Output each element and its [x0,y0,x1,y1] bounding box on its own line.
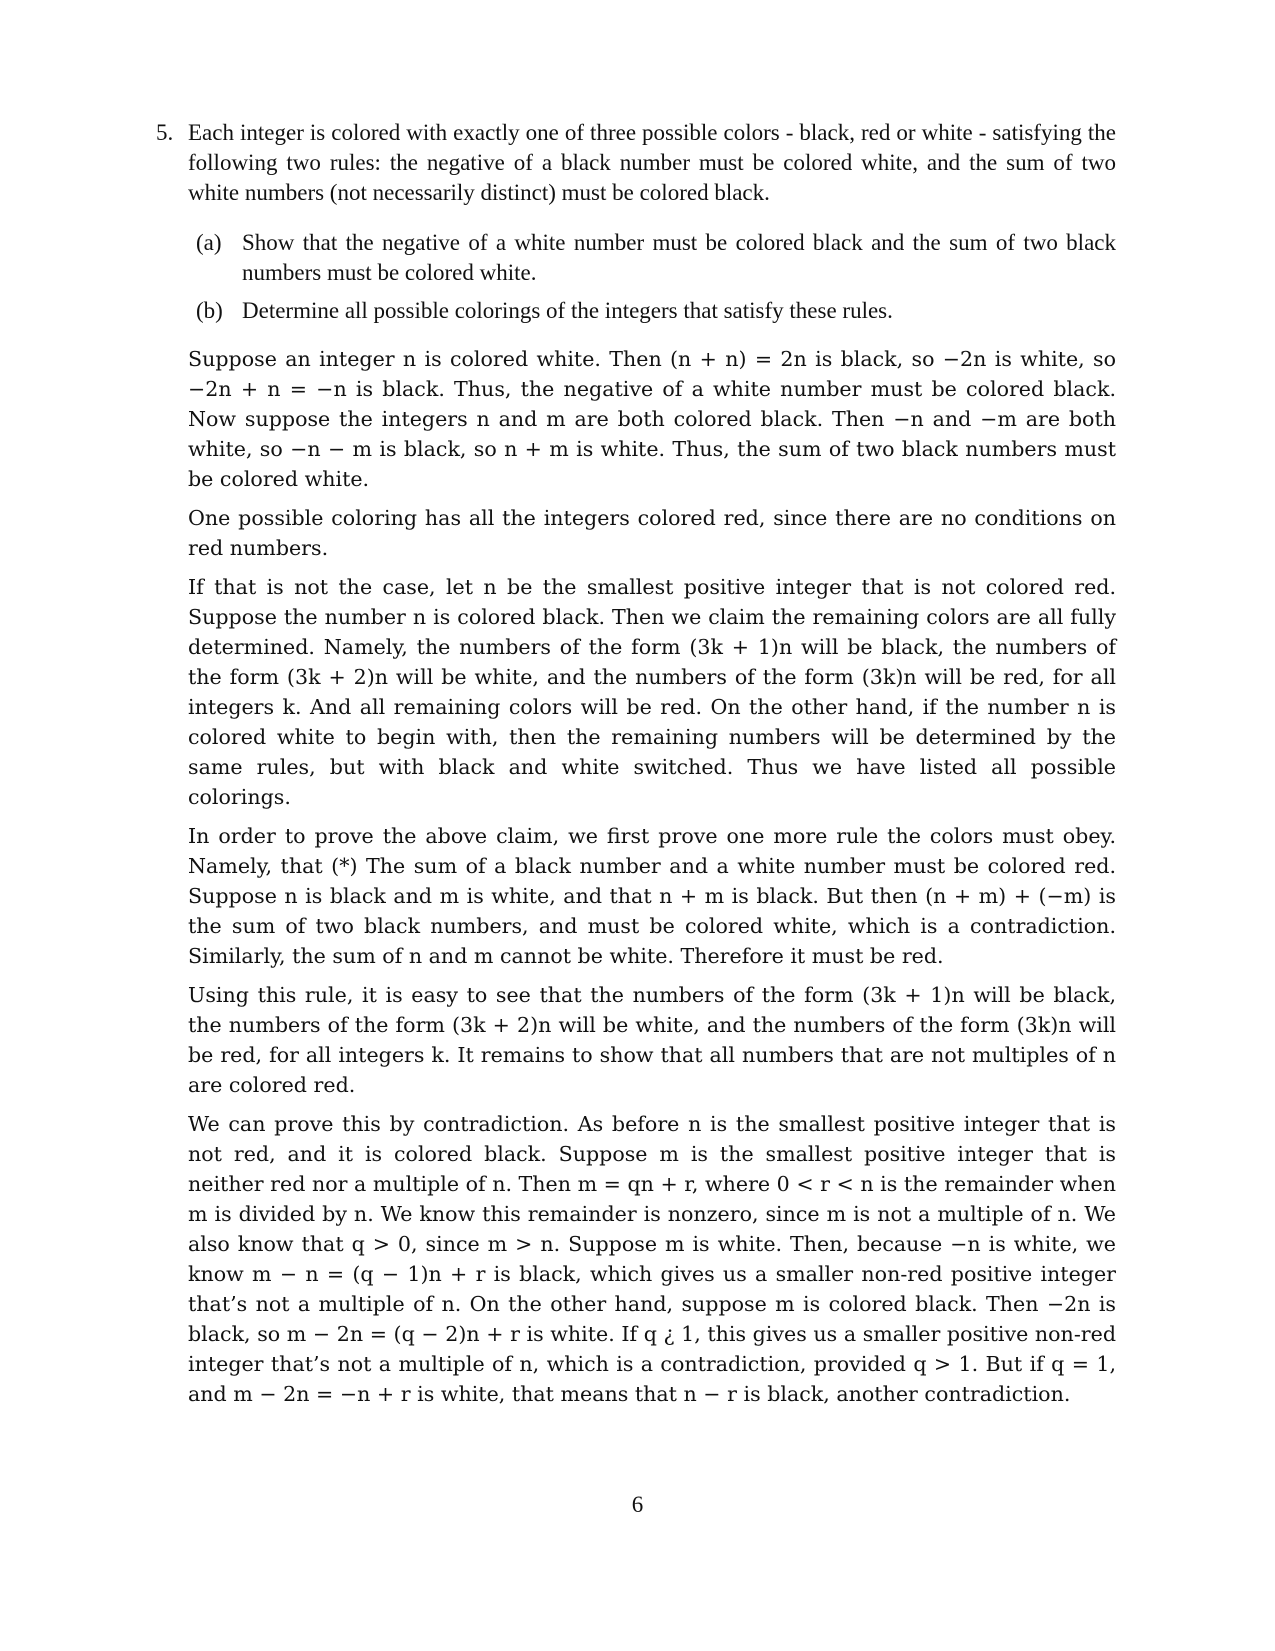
solution-paragraph: If that is not the case, let n be the smallest positive integer that is not colored red. Suppose the number n is colored black. Then we claim the remaining colors are all fully determined. Namely, the numbers of the form (3k + 1)n will be black, the numbers of the form (3k + 2)n will be white, and the numbers of the form (3k)n will be red, for all integers k. And all remaining colors will be red. On the other hand, if the number n is colored white to begin with, then the remaining numbers will be determined by the same rules, but with black and white switched. Thus we have listed all possible colorings. [188,575,1116,809]
solution [188,344,1116,1418]
solution-paragraph: Suppose an integer n is colored white. Then (n + n) = 2n is black, so −2n is white, so −2n + n = −n is black. Thus, the negative of a white number must be colored black. Now suppose the integers n and m are both colored black. Then −n and −m are both white, so −n − m is black, so n + m is white. Thus, the sum of two black numbers must be colored white. [188,347,1116,491]
solution-paragraph: We can prove this by contradiction. As before n is the smallest positive integer that is not red, and it is colored black. Suppose m is the smallest positive integer that is neither red nor a multiple of n. Then m = qn + r, where 0 < r < n is the remainder when m is divided by n. We know this remainder is nonzero, since m is not a multiple of n. We also know that q > 0, since m > n. Suppose m is white. Then, because −n is white, we know m − n = (q − 1)n + r is black, which gives us a smaller non-red positive integer that’s not a multiple of n. On the other hand, suppose m is colored black. Then −2n is black, so m − 2n = (q − 2)n + r is white. If q ¿ 1, this gives us a smaller positive non-red integer that’s not a multiple of n, which is a contradiction, provided q > 1. But if q = 1, and m − 2n = −n + r is white, that means that n − r is black, another contradiction. [188,1112,1116,1406]
part-b-label: (b) [196,298,223,323]
part-a-text: Show that the negative of a white number must be colored black and the sum of two black numbers must be colored white. [242,230,1116,285]
solution-paragraph: One possible coloring has all the integers colored red, since there are no conditions on red numbers. [188,506,1116,560]
part-a [196,228,1116,288]
part-b-text: Determine all possible colorings of the integers that satisfy these rules. [242,298,893,323]
part-a-label: (a) [196,230,222,255]
problem-parts [196,228,1116,334]
solution-paragraph: In order to prove the above claim, we first prove one more rule the colors must obey. Namely, that (*) The sum of a black number and a white number must be colored red. Suppose n is black and m is white, and that n + m is black. But then (n + m) + (−m) is the sum of two black numbers, and must be colored white, which is a contradiction. Similarly, the sum of n and m cannot be white. Therefore it must be red. [188,824,1116,968]
problem-5 [156,118,1116,208]
problem-statement: Each integer is colored with exactly one of three possible colors - black, red or white - satisfying the following two rules: the negative of a black number must be colored white, and the sum of two white numbers (not necessarily distinct) must be colored black. [188,120,1116,205]
page-number: 6 [631,1492,644,1517]
problem-number: 5. [156,120,174,145]
solution-paragraph: Using this rule, it is easy to see that the numbers of the form (3k + 1)n will be black, the numbers of the form (3k + 2)n will be white, and the numbers of the form (3k)n will be red, for all integers k. It remains to show that all numbers that are not multiples of n are colored red. [188,983,1116,1097]
part-b [196,296,1116,326]
